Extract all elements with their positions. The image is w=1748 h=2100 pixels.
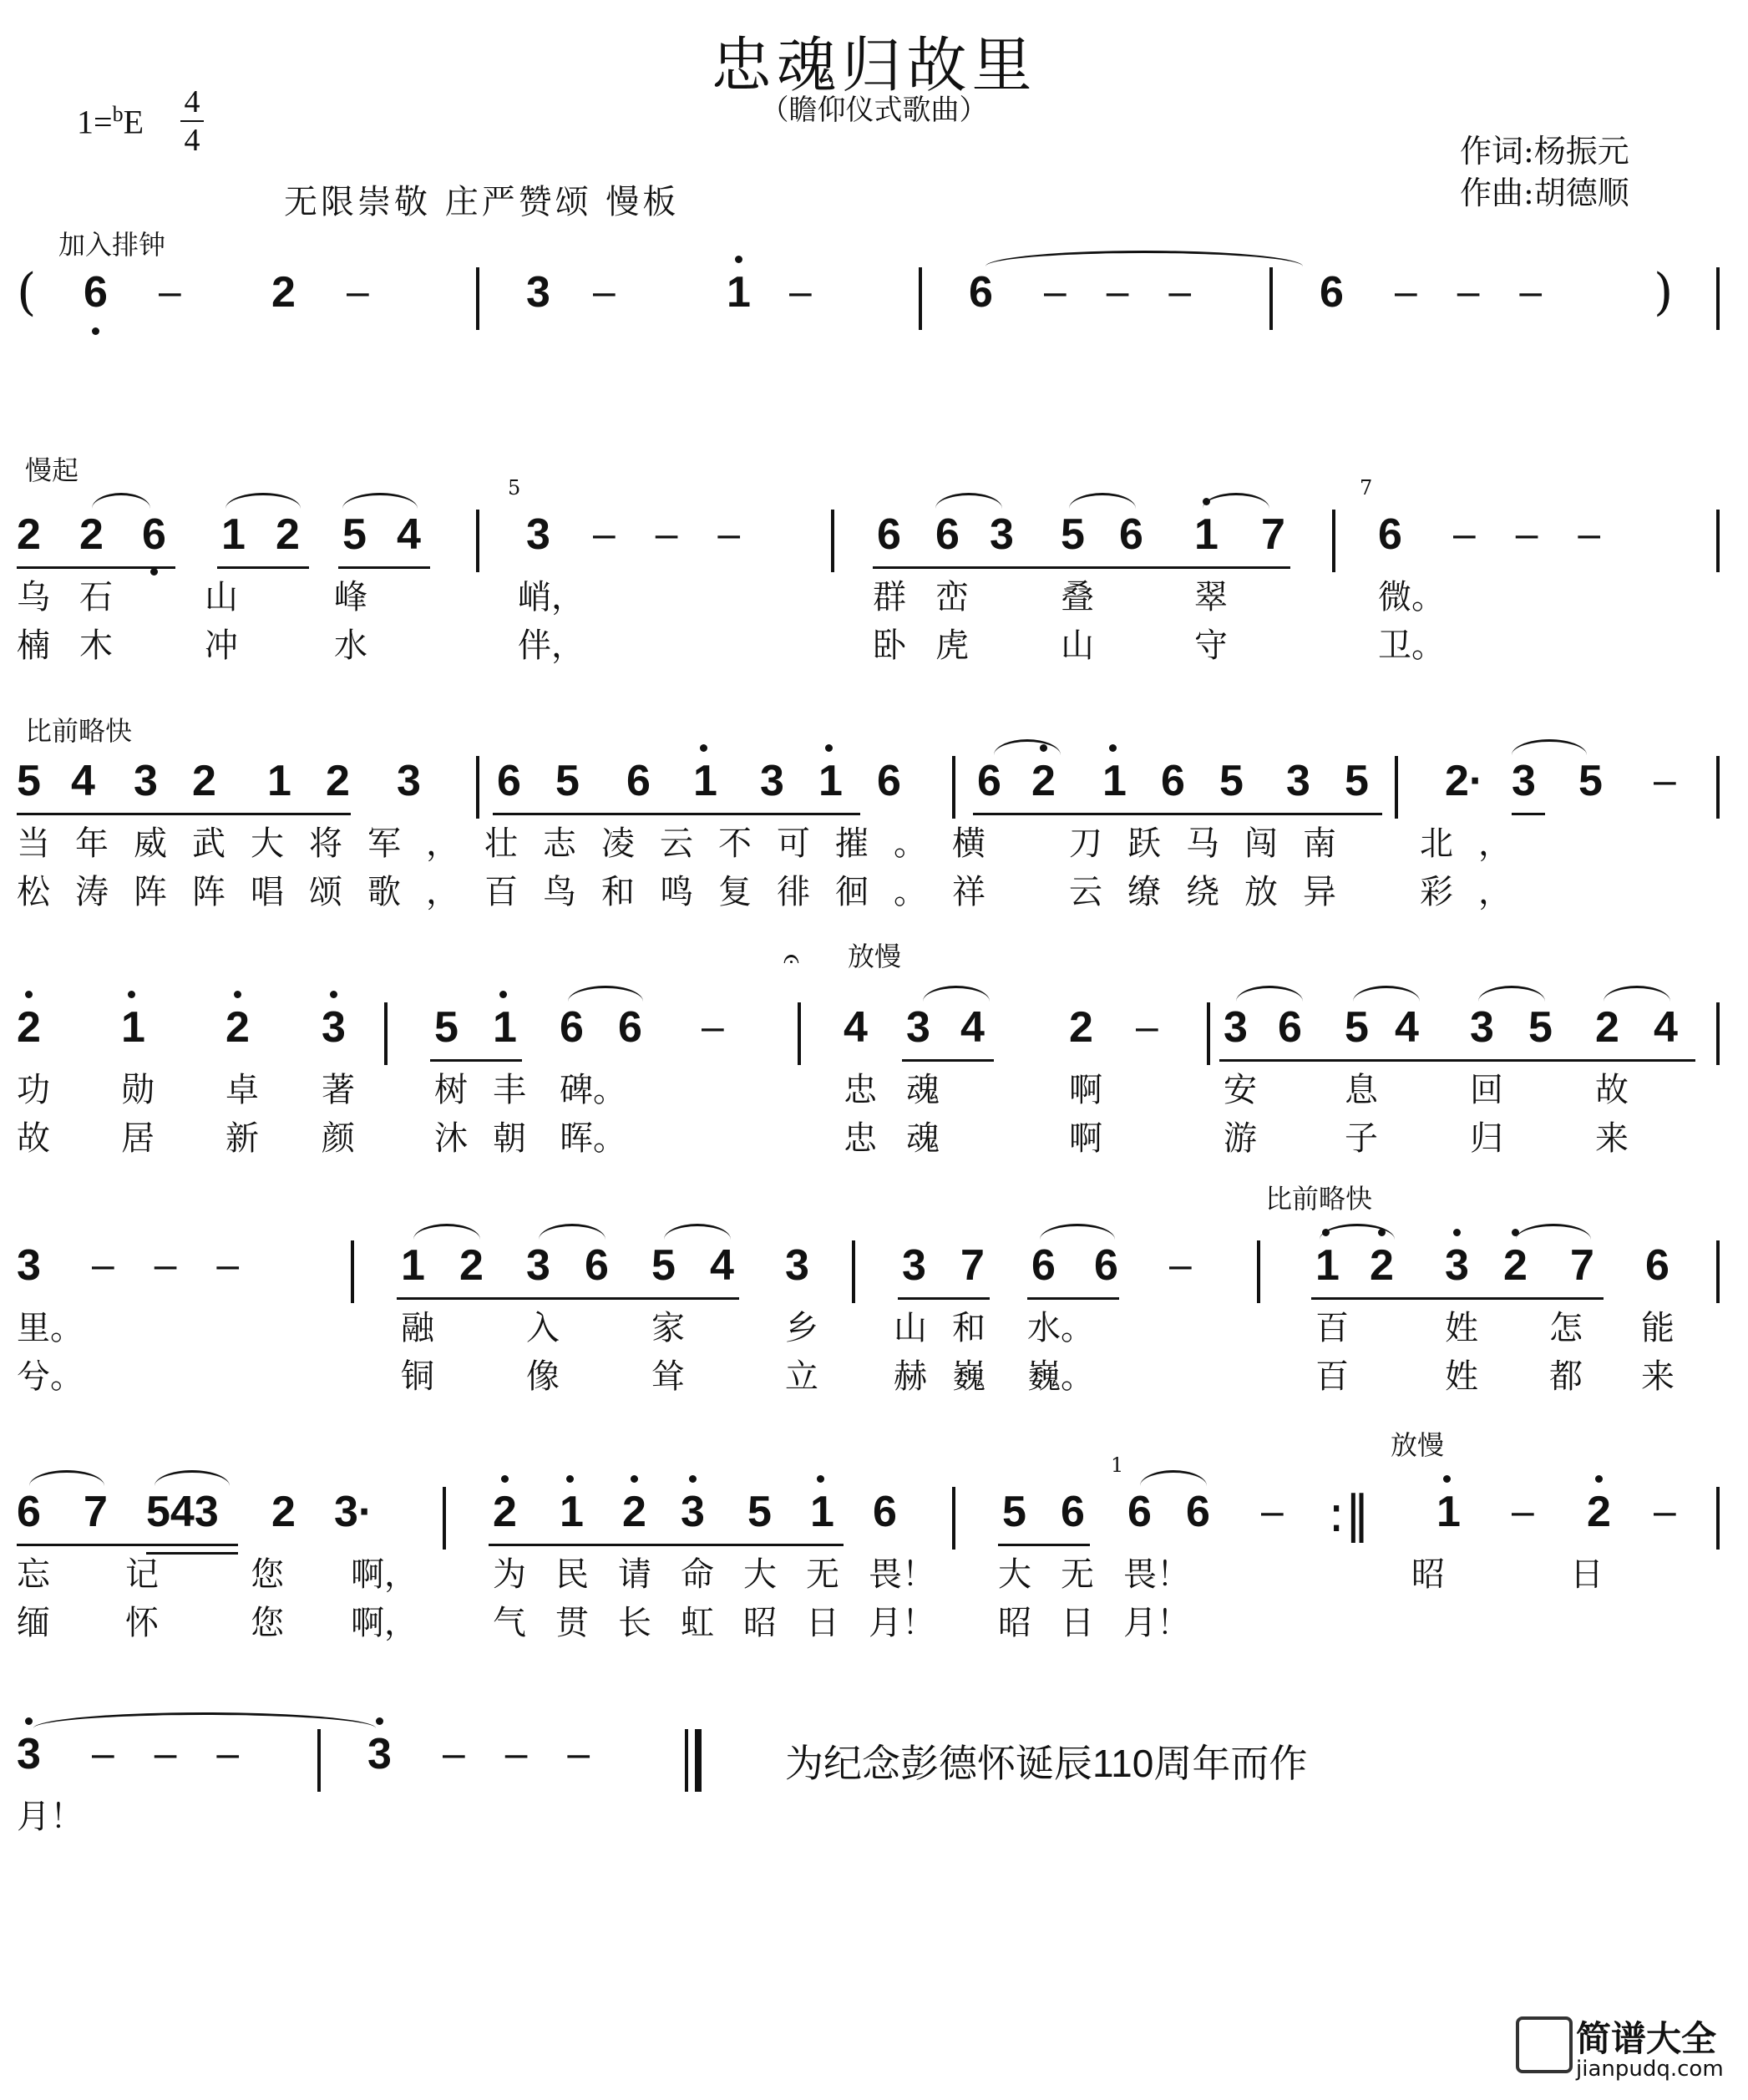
grace-note-1: 1 bbox=[1111, 1453, 1124, 1477]
time-signature bbox=[175, 84, 209, 159]
time-signature-bottom: 4 bbox=[184, 123, 200, 158]
staff-row-6: 6 7 543 2 3· 2 1 2 3 5 1 6 5 6 1 6 6 – :‖ 1 – 2 – bbox=[17, 1479, 1737, 1612]
dedication-note: 为纪念彭德怀诞辰110周年而作 bbox=[785, 1742, 1308, 1785]
time-signature-top: 4 bbox=[184, 84, 200, 119]
lyricist: 作词:杨振元 bbox=[1460, 133, 1629, 170]
staff-row-5: 3 – – – 1 2 3 6 5 4 3 3 7 6 6 – 1 2 3 2 7 6 bbox=[17, 1232, 1737, 1366]
staff-row-3: 5 4 3 2 1 2 3 6 5 6 1 3 1 6 6 2 1 6 5 3 5 2· 3 5 – bbox=[17, 748, 1737, 881]
slow-start-marking: 慢起 bbox=[25, 454, 79, 486]
song-subtitle: （瞻仰仪式歌曲） bbox=[760, 94, 988, 127]
key-signature: 1=$^b$E bbox=[77, 102, 144, 141]
staff-row-7: 3 – – – 3 – – – bbox=[17, 1721, 1737, 1854]
bells-marking: 加入排钟 bbox=[58, 229, 166, 261]
watermark-url: jianpudq.com bbox=[1576, 2057, 1724, 2082]
slower-marking-1: 放慢 bbox=[848, 941, 902, 972]
fermata-icon: 𝄐 bbox=[783, 942, 799, 976]
staff-row-4: 2 1 2 3 5 1 6 6 – 4 3 4 2 – 3 6 5 4 3 5 2 4 bbox=[17, 994, 1737, 1128]
song-title: 忠魂归故里 bbox=[711, 30, 1037, 100]
slower-marking-2: 放慢 bbox=[1391, 1429, 1445, 1461]
piano-logo-icon bbox=[1516, 2016, 1573, 2073]
site-watermark bbox=[1516, 2008, 1733, 2092]
lyrics-row-7-verse-1: 月！ bbox=[17, 1798, 84, 1836]
faster-marking-1: 比前略快 bbox=[25, 715, 133, 747]
watermark-name: 简谱大全 bbox=[1576, 2018, 1717, 2059]
composer: 作曲:胡德顺 bbox=[1460, 175, 1629, 211]
grace-note-7: 7 bbox=[1360, 476, 1373, 500]
staff-row-1: ( 6 – 2 – 3 – 1 – 6 – – – 6 – – – ) bbox=[17, 259, 1737, 393]
tempo-marking: 无限崇敬 庄严赞颂 慢板 bbox=[284, 183, 680, 221]
faster-marking-2: 比前略快 bbox=[1265, 1183, 1373, 1215]
grace-note-5: 5 bbox=[508, 476, 521, 500]
score-page: 忠魂归故里 （瞻仰仪式歌曲） 1=$^b$E 4 4 作词:杨振元 作曲:胡德顺 无限崇敬 庄严赞颂 慢板 加入排钟 ( 6 – 2 – 3 – 1 – 6 – – – 6 – – – ) 慢起 2 2 6 1 2 5 4 5 3 – – – 6 6 3 5 6 1 7 7 6 – – – 乌 石 山 峰 峭， 群 峦 叠 翠 微。 楠 木 冲 水 伴， 卧 虎 山 守 卫。 比前略快 5 4 3 2 1 2 3 6 5 6 1 3 1 6 6 2 1 6 5 3 5 2· 3 5 – 当年威武大将军，壮志凌云不可摧。横 刀跃马闯南 北， 松涛阵阵唱颂歌，百鸟和鸣复徘徊。祥 云缭绕放异 彩， 放慢 𝄐 2 1 2 3 5 1 6 6 – 4 3 4 2 – 3 6 5 4 3 5 2 4 功 勋 卓 著 树 丰 碑。 忠 魂 啊 安 息 回 故 故 居 新 颜 沐 朝 晖。 忠 魂 啊 游 子 归 来 比前略快 3 – – – 1 2 3 6 5 4 3 3 7 6 6 – 1 2 3 2 7 6 里。 融 入 家 乡 山 和 水。 百 姓 怎 能 兮。 铜 像 耸 立 赫 巍 巍。 百 姓 都 来 放慢 6 7 543 2 3· 2 1 2 3 5 1 6 5 6 1 6 6 – :‖ 1 – 2 – 忘 记 您 啊， 为 民 请 命 大 无 畏！ 大 无 畏！ 昭 日 缅 怀 您 啊， 气 贯 长 虹 昭 日 月！ 昭 日 月！ 3 – – – 3 – – – 月！ 为纪念彭德怀诞辰110周年而作 简谱大全 jianpudq.com bbox=[0, 0, 1748, 2100]
repeat-sign-icon: :‖ bbox=[1328, 1485, 1371, 1544]
lyrics-row-3-verse-1: 当年威武大将军，壮志凌云不可摧。横 刀跃马闯南 北， bbox=[17, 824, 1537, 863]
lyrics-row-3-verse-2: 松涛阵阵唱颂歌，百鸟和鸣复徘徊。祥 云缭绕放异 彩， bbox=[17, 873, 1537, 911]
staff-row-2: 2 2 6 1 2 5 4 5 3 – – – 6 6 3 5 6 1 7 7 6 – – – bbox=[17, 501, 1737, 635]
